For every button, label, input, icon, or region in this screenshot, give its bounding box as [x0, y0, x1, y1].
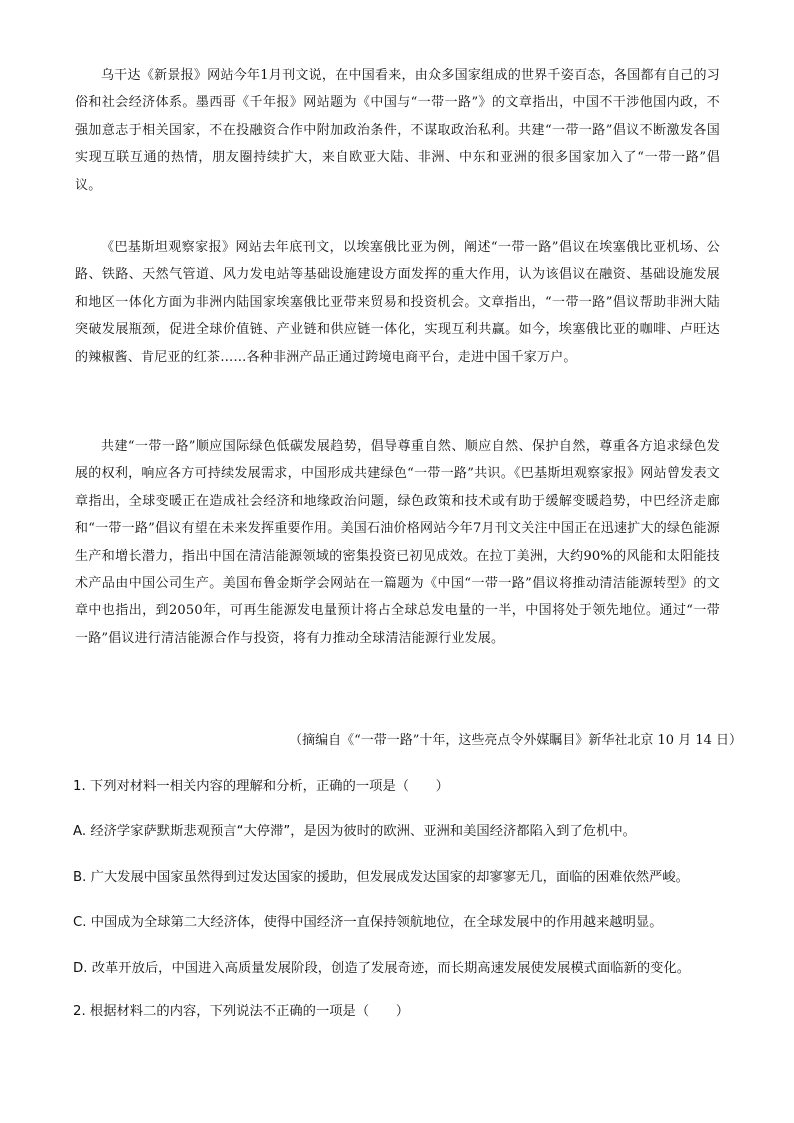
- question-1-stem: 1. 下列对材料一相关内容的理解和分析，正确的一项是（ ）: [73, 779, 449, 794]
- question-1-option-a: A. 经济学家萨默斯悲观预言“大停滞”，是因为彼时的欧洲、亚洲和美国经济都陷入到了危机中。: [73, 824, 636, 839]
- question-1-option-c: C. 中国成为全球第二大经济体，使得中国经济一直保持领航地位，在全球发展中的作用越来越明显。: [73, 915, 663, 930]
- question-1-option-b: B. 广大发展中国家虽然得到过发达国家的援助，但发展成发达国家的却寥寥无几，面临的困难依然严峻。: [73, 870, 689, 885]
- passage-paragraph-2: 《巴基斯坦观察家报》网站去年底刊文，以埃塞俄比亚为例，阐述“一带一路”倡议在埃塞俄比亚机场、公路、铁路、天然气管道、风力发电站等基础设施建设方面发挥的重大作用，认为该倡议在融资、基础设施发展和地区一体化方面为非洲内陆国家埃塞俄比亚带来贸易和投资机会。文章指出，“一带一路”倡议帮助非洲大陆突破发展瓶颈，促进全球价值链、产业链和供应链一体化，实现互利共赢。如今，埃塞俄比亚的咖啡、卢旺达的辣椒酱、肯尼亚的红茶……各种非洲产品正通过跨境电商平台，走进中国千家万户。: [75, 240, 720, 365]
- question-1-option-d: D. 改革开放后，中国进入高质量发展阶段，创造了发展奇迹，而长期高速发展使发展模式面临新的变化。: [73, 961, 691, 976]
- question-2-stem: 2. 根据材料二的内容，下列说法不正确的一项是（ ）: [73, 1004, 410, 1019]
- passage-source: （摘编自《“一带一路”十年，这些亮点令外媒瞩目》新华社北京 10 月 14 日）: [289, 733, 742, 748]
- passage-paragraph-3: 共建“一带一路”顺应国际绿色低碳发展趋势，倡导尊重自然、顺应自然、保护自然，尊重各方追求绿色发展的权利，响应各方可持续发展需求，中国形成共建绿色“一带一路”共识。《巴基斯坦观察家报》网站曾发表文章指出，全球变暖正在造成社会经济和地缘政治问题，绿色政策和技术或有助于缓解变暖趋势，中巴经济走廊和“一带一路”倡议有望在未来发挥重要作用。美国石油价格网站今年7月刊文关注中国正在迅速扩大的绿色能源生产和增长潜力，指出中国在清洁能源领域的密集投资已初见成效。在拉丁美洲，大约90%的风能和太阳能技术产品由中国公司生产。美国布鲁金斯学会网站在一篇题为《中国“一带一路”倡议将推动清洁能源转型》的文章中也指出，到2050年，可再生能源发电量预计将占全球总发电量的一半，中国将处于领先地位。通过“一带一路”倡议进行清洁能源合作与投资，将有力推动全球清洁能源行业发展。: [75, 439, 720, 646]
- passage-paragraph-1: 乌干达《新景报》网站今年1月刊文说，在中国看来，由众多国家组成的世界千姿百态，各国都有自己的习俗和社会经济体系。墨西哥《千年报》网站题为《中国与“一带一路”》的文章指出，中国不干涉他国内政，不强加意志于相关国家，不在投融资合作中附加政治条件，不谋取政治私利。共建“一带一路”倡议不断激发各国实现互联互通的热情，朋友圈持续扩大，来自欧亚大陆、非洲、中东和亚洲的很多国家加入了“一带一路”倡议。: [75, 68, 720, 193]
